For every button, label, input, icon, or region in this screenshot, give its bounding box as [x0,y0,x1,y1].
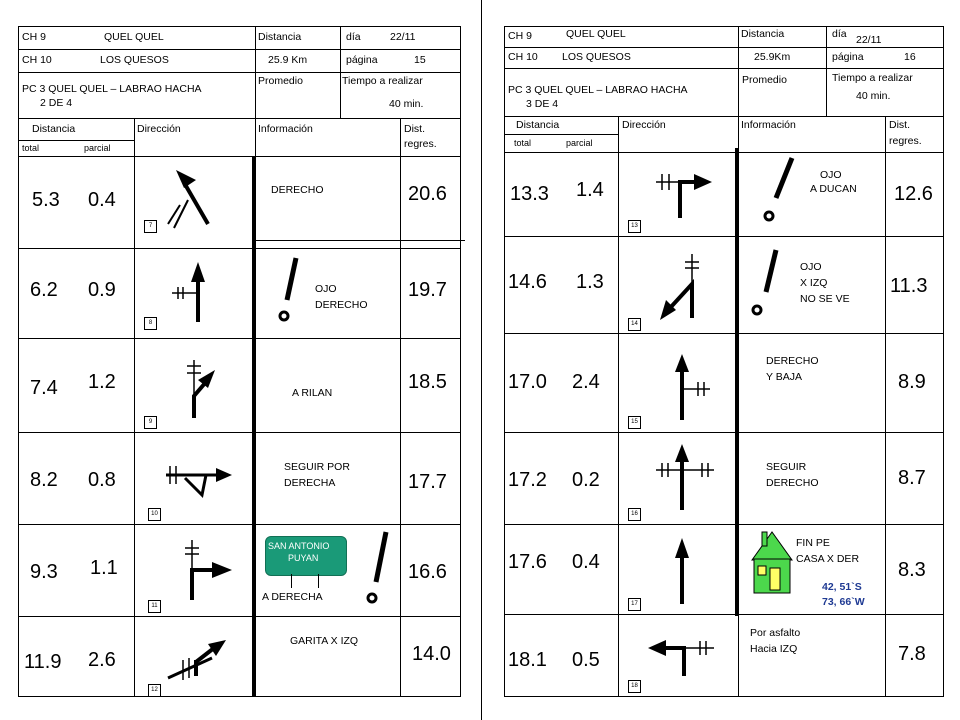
road-sign-line-2: PUYAN [288,553,319,563]
distancia-value: 25.9 Km [268,54,308,66]
row-total: 17.2 [508,469,547,491]
row-total: 8.2 [30,469,58,491]
gps-coordinate: 42, 51`S [822,581,862,593]
row-total: 9.3 [30,561,58,583]
row-info: Hacia IZQ [750,643,798,655]
col-direccion: Dirección [622,119,666,131]
row-total: 17.0 [508,371,547,393]
row-info: OJO [315,283,337,295]
row-regres: 18.5 [408,371,447,393]
row-info: DERECHO [271,184,324,196]
col-parcial: parcial [566,138,593,148]
row-parcial: 2.4 [572,371,600,393]
row-regres: 16.6 [408,561,447,583]
ch-b-name: LOS QUESOS [100,54,169,66]
row-parcial: 0.9 [88,279,116,301]
row-info: SEGUIR POR [284,461,350,473]
row-total: 7.4 [30,377,58,399]
row-parcial: 0.5 [572,649,600,671]
col-total: total [22,143,40,153]
distancia-label: Distancia [258,31,302,43]
row-number-badge: 13 [628,220,641,233]
col-dist-regres-1: Dist. [889,119,910,131]
row-regres: 7.8 [898,643,926,665]
row-parcial: 0.2 [572,469,600,491]
row-regres: 19.7 [408,279,447,301]
pc-line-1: PC 3 QUEL QUEL – LABRAO HACHA [508,84,688,96]
row-number-badge: 12 [148,684,161,697]
row-number-badge: 9 [144,416,157,429]
dia-value: 22/11 [390,31,416,43]
ch-a-label: CH 9 [22,31,46,43]
col-dist-regres-2: regres. [889,135,922,147]
pc-line-2: 3 DE 4 [526,98,559,110]
row-total: 11.9 [24,651,62,673]
pagina-value: 15 [414,54,426,66]
row-info: DERECHO [315,299,368,311]
row-total: 18.1 [508,649,547,671]
dia-label: día [346,31,361,43]
col-informacion: Información [741,119,796,131]
ch-b-label: CH 10 [508,51,538,63]
row-parcial: 1.2 [88,371,116,393]
col-distancia: Distancia [516,119,560,131]
ch-b-name: LOS QUESOS [562,51,631,63]
row-info: CASA X DER [796,553,860,565]
row-regres: 20.6 [408,183,447,205]
row-info: DERECHO [766,477,819,489]
row-info: FIN PE [796,537,830,549]
row-number-badge: 15 [628,416,641,429]
row-number-badge: 7 [144,220,157,233]
row-total: 13.3 [510,183,549,205]
col-distancia: Distancia [32,123,76,135]
row-number-badge: 17 [628,598,641,611]
pc-line-1: PC 3 QUEL QUEL – LABRAO HACHA [22,83,202,95]
pagina-value: 16 [904,51,916,63]
row-regres: 8.9 [898,371,926,393]
pagina-label: página [346,54,378,66]
col-dist-regres-1: Dist. [404,123,425,135]
row-info: DERECHO [766,355,819,367]
row-info: Por asfalto [750,627,801,639]
promedio-label: Promedio [742,74,787,86]
col-dist-regres-2: regres. [404,138,437,150]
tiempo-value: 40 min. [389,98,424,110]
row-info: SEGUIR [766,461,807,473]
row-parcial: 2.6 [88,649,116,671]
col-informacion: Información [258,123,313,135]
row-total: 6.2 [30,279,58,301]
promedio-label: Promedio [258,75,303,87]
row-info: A DERECHA [262,591,323,603]
row-number-badge: 11 [148,600,161,613]
row-regres: 8.7 [898,467,926,489]
row-info: DERECHA [284,477,336,489]
row-number-badge: 14 [628,318,641,331]
row-parcial: 0.4 [572,551,600,573]
distancia-value: 25.9Km [754,51,791,63]
row-parcial: 1.1 [90,557,118,579]
tiempo-value: 40 min. [856,90,891,102]
dia-value: 22/11 [856,34,882,46]
row-parcial: 0.4 [88,189,116,211]
gps-coordinate: 73, 66`W [822,596,865,608]
row-parcial: 1.3 [576,271,604,293]
row-parcial: 1.4 [576,179,604,201]
row-info: OJO [820,169,842,181]
pc-line-2: 2 DE 4 [40,97,73,109]
row-parcial: 0.8 [88,469,116,491]
row-regres: 17.7 [408,471,447,493]
row-info: GARITA X IZQ [290,635,359,647]
row-number-badge: 18 [628,680,641,693]
row-regres: 11.3 [890,275,928,297]
ch-b-label: CH 10 [22,54,52,66]
pagina-label: página [832,51,864,63]
tiempo-label: Tiempo a realizar [342,75,423,87]
row-regres: 8.3 [898,559,926,581]
ch-a-name: QUEL QUEL [104,31,164,43]
row-info: Y BAJA [766,371,802,383]
row-total: 17.6 [508,551,547,573]
ch-a-label: CH 9 [508,30,532,42]
row-info: X IZQ [800,277,828,289]
row-info: A RILAN [292,387,333,399]
col-total: total [514,138,532,148]
ch-a-name: QUEL QUEL [566,28,626,40]
road-sign-line-1: SAN ANTONIO [268,541,330,551]
row-total: 5.3 [32,189,60,211]
row-info: OJO [800,261,822,273]
col-parcial: parcial [84,143,111,153]
row-number-badge: 10 [148,508,161,521]
row-number-badge: 8 [144,317,157,330]
distancia-label: Distancia [741,28,785,40]
dia-label: día [832,28,847,40]
row-info: A DUCAN [810,183,857,195]
col-direccion: Dirección [137,123,181,135]
row-total: 14.6 [508,271,547,293]
row-number-badge: 16 [628,508,641,521]
tiempo-label: Tiempo a realizar [832,72,913,84]
row-regres: 12.6 [894,183,933,205]
row-info: NO SE VE [800,293,850,305]
row-regres: 14.0 [412,643,451,665]
